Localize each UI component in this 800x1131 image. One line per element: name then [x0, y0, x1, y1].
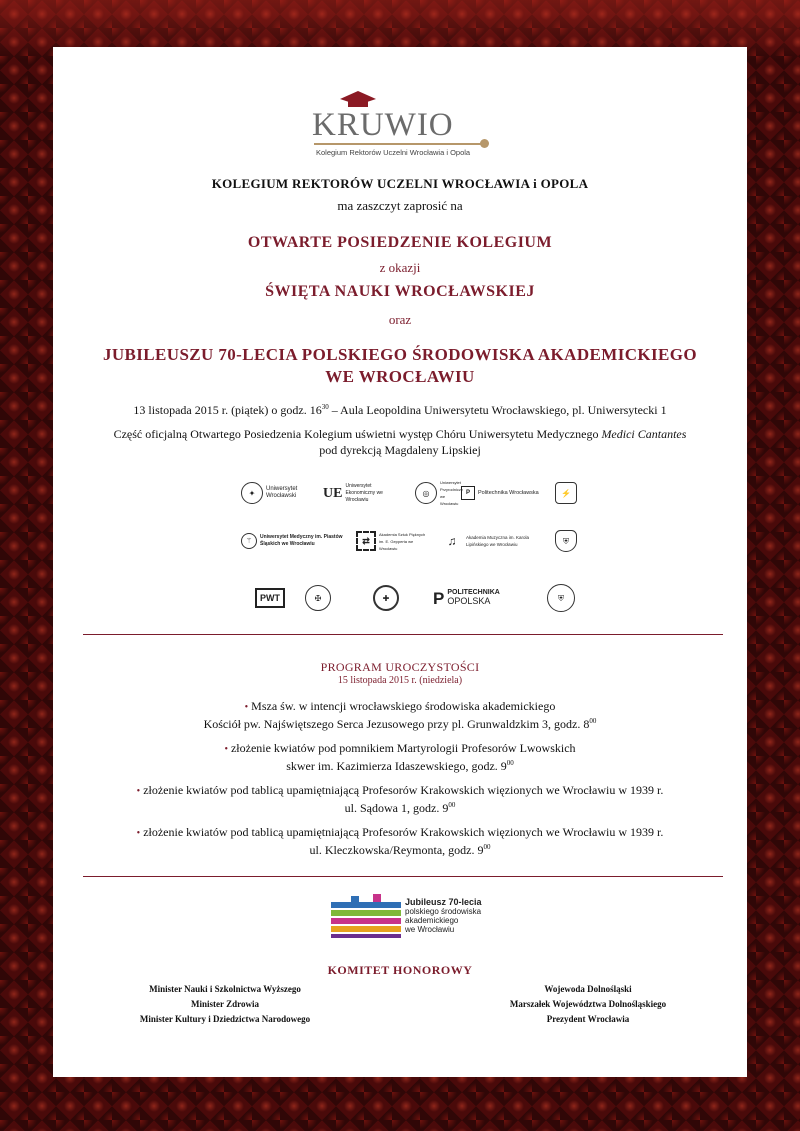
square-icon: P: [461, 486, 475, 500]
eagle-seal-icon: ✦: [241, 482, 263, 504]
event-date-after: – Aula Leopoldina Uniwersytetu Wrocławskiego, pl. Uniwersytecki 1: [328, 403, 667, 417]
logo-am: ♫ Akademia Muzyczna im. Karola Lipińskiego we Wrocławiu: [441, 528, 534, 554]
choir-name: Medici Cantantes: [601, 427, 687, 441]
seal-icon: ✠: [305, 585, 331, 611]
logo-pwr: P Politechnika Wrocławska: [461, 480, 548, 506]
event-desc-before: Część oficjalną Otwartego Posiedzenia Kolegium uświetni występ Chóru Uniwersytetu Medycznego: [113, 427, 602, 441]
committee-member: Minister Zdrowia: [191, 999, 259, 1009]
logo-umed: ⚚ Uniwersytet Medyczny im. Piastów Śląskich we Wrocławiu: [241, 528, 352, 554]
program-title: PROGRAM UROCZYSTOŚCI: [320, 660, 480, 674]
pwt-icon: PWT: [255, 588, 285, 608]
event-date-before: 13 listopada 2015 r. (piątek) o godz. 16: [133, 403, 322, 417]
program-item: • złożenie kwiatów pod pomnikiem Martyrologii Profesorów Lwowskich skwer im. Kazimierza Idaszewskiego, godz. $9^{00}$: [224, 741, 576, 773]
event-time-sup: 30: [321, 403, 329, 411]
logo-crest-2: [555, 528, 577, 554]
logo-upwr: ◎ Uniwersytet Przyrodniczy we Wrocławiu: [415, 480, 464, 506]
bullet-icon: •: [224, 744, 228, 755]
crest-icon: ⛨: [547, 584, 575, 612]
logo-crest-3: [547, 585, 575, 611]
event-title: OTWARTE POSIEDZENIE KOLEGIUM: [247, 234, 553, 251]
program-item: • Msza św. w intencji wrocławskiego środowiska akademickiego Kościół pw. Najświętszego Serca Jezusowego przy pl. Grunwaldzkim 3, godz. $8^{00}$: [203, 699, 597, 731]
connector-oraz: oraz: [388, 312, 412, 327]
jubilee-line2: polskiego środowiska: [405, 907, 482, 916]
event-date-place: [53, 403, 747, 418]
jubilee-bars-icon: [331, 894, 401, 940]
logo-ue: UE Uniwersytet Ekonomiczny we Wrocławiu: [323, 482, 383, 503]
crest-icon: ⛨: [555, 530, 577, 552]
committee-right: [438, 982, 738, 1027]
badge-icon: ⚡: [555, 482, 577, 504]
logo-row-1: [53, 480, 747, 510]
bullet-icon: •: [136, 828, 141, 839]
logo-wordmark: KRUWIO: [312, 107, 454, 143]
event-occasion: ŚWIĘTA NAUKI WROCŁAWSKIEJ: [265, 283, 535, 300]
program-date: 15 listopada 2015 r. (niedziela): [337, 675, 463, 686]
committee-title: KOMITET HONOROWY: [327, 963, 473, 977]
program-item: • złożenie kwiatów pod tablicą upamiętniającą Profesorów Krakowskich więzionych we Wrocławiu w 1939 r. ul. Sądowa 1, godz. $9^{00}$: [136, 783, 664, 815]
jubilee-title-line1: JUBILEUSZU 70-LECIA POLSKIEGO ŚRODOWISKA AKADEMICKIEGO: [102, 345, 698, 364]
committee-member: Minister Nauki i Szkolnictwa Wyższego: [149, 984, 301, 994]
arrows-icon: ⇄: [356, 531, 376, 551]
committee-member: Marszałek Województwa Dolnośląskiego: [509, 999, 667, 1009]
lyre-icon: ♫: [447, 533, 457, 548]
program-item: • złożenie kwiatów pod tablicą upamiętniającą Profesorów Krakowskich więzionych we Wrocławiu w 1939 r. ul. Kleczkowska/Reymonta, godz. $9^{00}$: [136, 825, 664, 857]
jubilee-line3: akademickiego: [405, 916, 459, 925]
organization-name: KOLEGIUM REKTORÓW UCZELNI WROCŁAWIA i OPOLA: [211, 176, 589, 191]
committee-member: Prezydent Wrocławia: [546, 1014, 630, 1024]
divider-bottom: [83, 876, 723, 877]
seal-icon: ✚: [373, 585, 399, 611]
event-desc-line2: pod dyrekcją Magdaleny Lipskiej: [319, 443, 481, 457]
logo-dot: [480, 139, 489, 148]
event-description: [53, 426, 747, 458]
committee-left: [75, 982, 375, 1027]
seal-icon: ◎: [415, 482, 437, 504]
kruwio-logo: [53, 85, 747, 170]
jubilee-line1: Jubileusz 70-lecia: [405, 897, 482, 907]
invitation-sheet: [53, 47, 747, 1077]
logo-po: P POLITECHNIKA OPOLSKA: [433, 588, 500, 608]
bullet-icon: •: [244, 702, 249, 713]
jubilee-title: [53, 344, 747, 388]
logo-seal-3b: [373, 585, 399, 611]
caduceus-icon: ⚚: [241, 533, 257, 549]
logo-seal-3a: [305, 585, 331, 611]
bullet-icon: •: [136, 786, 141, 797]
logo-pwt: [255, 585, 285, 611]
committee-member: Wojewoda Dolnośląski: [544, 984, 632, 994]
logo-subtitle: Kolegium Rektorów Uczelni Wrocławia i Opola: [316, 148, 471, 157]
connector-okazji: z okazji: [379, 260, 421, 275]
jubilee-title-line2: WE WROCŁAWIU: [325, 367, 475, 386]
divider-top: [83, 634, 723, 635]
jubilee-line4: we Wrocławiu: [405, 925, 455, 934]
logo-awf: [555, 480, 577, 506]
invite-text: ma zaszczyt zaprosić na: [337, 198, 463, 213]
committee-member: Minister Kultury i Dziedzictwa Narodowego: [139, 1014, 311, 1024]
logo-row-2: [53, 528, 747, 558]
logo-row-3: [53, 585, 747, 615]
jubilee-logo: [331, 894, 501, 940]
logo-underline: [314, 143, 484, 145]
logo-asp: ⇄ Akademia Sztuk Pięknych im. E. Gepperta we Wrocławiu: [356, 528, 427, 554]
logo-uwr: ✦ Uniwersytet Wrocławski: [241, 480, 318, 506]
